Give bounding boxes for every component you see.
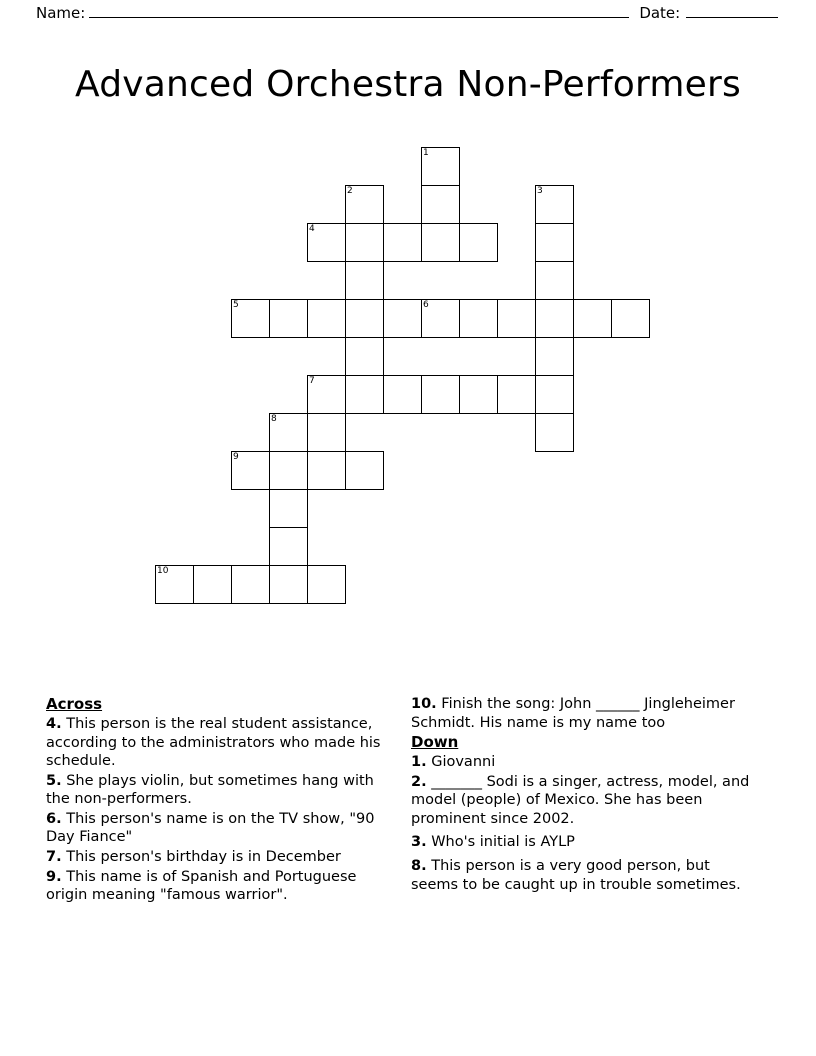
crossword-cell[interactable] (307, 299, 346, 338)
crossword-cell[interactable] (421, 223, 460, 262)
crossword-cell[interactable] (345, 337, 384, 376)
crossword-cell[interactable] (307, 451, 346, 490)
crossword-cell[interactable] (307, 223, 346, 262)
crossword-cell[interactable] (269, 489, 308, 528)
clue-text: Giovanni (431, 754, 496, 771)
cell-number: 5 (233, 300, 239, 310)
clue-number: 3. (411, 834, 427, 851)
cell-number: 1 (423, 148, 429, 158)
crossword-cell[interactable] (459, 375, 498, 414)
crossword-cell[interactable] (307, 413, 346, 452)
clue-across-9 (46, 868, 391, 905)
crossword-cell[interactable] (535, 299, 574, 338)
clues-column-right (411, 695, 756, 895)
clue-number: 10. (411, 696, 437, 712)
crossword-cell[interactable] (459, 223, 498, 262)
crossword-cell[interactable] (345, 261, 384, 300)
page-title: Advanced Orchestra Non-Performers (75, 64, 741, 106)
clue-text: Finish the song: John ______ Jingleheimer Schmidt. His name is my name too (411, 696, 735, 731)
crossword-cell[interactable] (269, 565, 308, 604)
clue-across-7 (46, 848, 391, 867)
clue-across-5 (46, 772, 391, 809)
clue-down-1 (411, 753, 756, 772)
cell-number: 7 (309, 376, 315, 386)
cell-number: 4 (309, 224, 315, 234)
clues-column-left (46, 695, 391, 906)
cell-number: 8 (271, 414, 277, 424)
crossword-cell[interactable] (231, 451, 270, 490)
crossword-cell[interactable] (383, 375, 422, 414)
crossword-cell[interactable] (383, 299, 422, 338)
crossword-cell[interactable] (307, 375, 346, 414)
clue-across-10 (411, 695, 756, 732)
name-blank-field[interactable] (89, 5, 629, 18)
crossword-cell[interactable] (155, 565, 194, 604)
clues-section (46, 695, 776, 955)
crossword-cell[interactable] (573, 299, 612, 338)
crossword-cell[interactable] (535, 185, 574, 224)
crossword-cell[interactable] (497, 299, 536, 338)
clue-text: This person is a very good person, but seems to be caught up in trouble sometimes. (411, 858, 741, 893)
clue-down-3 (411, 833, 756, 852)
crossword-cell[interactable] (421, 185, 460, 224)
cell-number: 3 (537, 186, 543, 196)
crossword-cell[interactable] (307, 565, 346, 604)
clue-text: This person is the real student assistance, according to the administrators who made his schedule. (46, 716, 381, 770)
crossword-cell[interactable] (535, 223, 574, 262)
crossword-cell[interactable] (345, 185, 384, 224)
crossword-cell[interactable] (535, 375, 574, 414)
crossword-cell[interactable] (269, 413, 308, 452)
across-heading: Across (46, 695, 103, 713)
crossword-cell[interactable] (421, 147, 460, 186)
clue-down-2 (411, 773, 756, 829)
crossword-cell[interactable] (345, 451, 384, 490)
crossword-cell[interactable] (269, 451, 308, 490)
crossword-cell[interactable] (611, 299, 650, 338)
name-date-line (36, 4, 780, 22)
date-blank-field[interactable] (686, 5, 778, 18)
clue-text: This name is of Spanish and Portuguese origin meaning "famous warrior". (46, 868, 357, 904)
clue-number: 4. (46, 716, 62, 733)
down-heading: Down (411, 733, 459, 752)
clue-number: 8. (411, 858, 427, 875)
clue-down-8 (411, 857, 756, 894)
clue-across-4 (46, 715, 391, 771)
crossword-cell[interactable] (459, 299, 498, 338)
crossword-cell[interactable] (345, 299, 384, 338)
clue-number: 2. (411, 773, 427, 790)
crossword-cell[interactable] (231, 299, 270, 338)
crossword-cell[interactable] (535, 413, 574, 452)
crossword-cell[interactable] (421, 299, 460, 338)
crossword-cell[interactable] (231, 565, 270, 604)
crossword-cell[interactable] (497, 375, 536, 414)
clue-text: This person's name is on the TV show, "90 Day Fiance" (46, 810, 375, 846)
date-label: Date: (639, 4, 681, 22)
crossword-cell[interactable] (269, 299, 308, 338)
clue-text: This person's birthday is in December (66, 849, 341, 866)
cell-number: 9 (233, 452, 239, 462)
crossword-cell[interactable] (193, 565, 232, 604)
clue-number: 6. (46, 810, 62, 827)
crossword-cell[interactable] (535, 261, 574, 300)
clue-number: 7. (46, 849, 62, 866)
clue-text: She plays violin, but sometimes hang with the non-performers. (46, 772, 374, 808)
clue-number: 9. (46, 868, 62, 885)
cell-number: 10 (157, 566, 169, 576)
crossword-cell[interactable] (345, 375, 384, 414)
clue-across-6 (46, 810, 391, 847)
crossword-cell[interactable] (383, 223, 422, 262)
crossword-cell[interactable] (421, 375, 460, 414)
crossword-cell[interactable] (535, 337, 574, 376)
name-label: Name: (36, 4, 86, 22)
clue-number: 5. (46, 772, 62, 789)
clue-number: 1. (411, 754, 427, 771)
crossword-cell[interactable] (269, 527, 308, 566)
clue-text: _______ Sodi is a singer, actress, model, and model (people) of Mexico. She has been prominent since 2002. (411, 773, 750, 827)
crossword-grid[interactable] (0, 140, 816, 640)
clue-text: Who's initial is AYLP (431, 834, 575, 851)
cell-number: 2 (347, 186, 353, 196)
crossword-cell[interactable] (345, 223, 384, 262)
cell-number: 6 (423, 300, 429, 310)
